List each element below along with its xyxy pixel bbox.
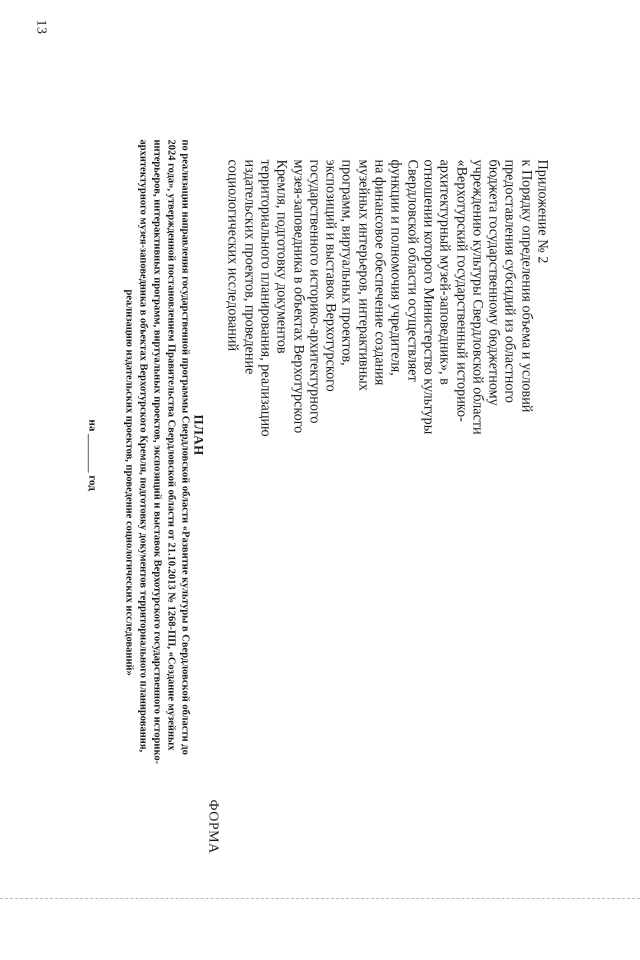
- appendix-line: Свердловской области осуществляет: [404, 160, 420, 960]
- page-number: 13: [33, 20, 49, 35]
- form-label: ФОРМА: [205, 800, 221, 854]
- appendix-line: социологических исследований: [225, 160, 241, 960]
- appendix-line: издательских проектов, проведение: [241, 160, 257, 960]
- plan-line: архитектурного музея-заповедника в объектах Верхотурского Кремля, подготовку документов территориального планирования,: [136, 140, 148, 753]
- appendix-line: функции и полномочия учредителя,: [388, 160, 404, 960]
- appendix-line: на финансовое обеспечение создания: [371, 160, 387, 960]
- appendix-line: предоставления субсидий из областного: [502, 160, 518, 960]
- appendix-line: программ, виртуальных проектов,: [339, 160, 355, 960]
- rotated-content: [1, 0, 640, 905]
- appendix-line: архитектурный музей-заповедник», в: [436, 160, 452, 960]
- plan-line: интерьеров, интерактивных программ, виртуальных проектов, экспозиций и выставок Верхотурского государственного историко-: [150, 140, 162, 765]
- appendix-line: территориального планирования, реализацию: [257, 160, 273, 960]
- appendix-line: музейных интерьеров, интерактивных: [355, 160, 371, 960]
- appendix-block: [225, 160, 551, 960]
- appendix-line: к Порядку определения объема и условий: [518, 160, 534, 960]
- scan-edge: [0, 898, 640, 901]
- appendix-line: отношении которого Министерство культуры: [420, 160, 436, 960]
- plan-year-line: на _______ год: [87, 420, 99, 491]
- plan-line: реализацию издательских проектов, проведение социологических исследований»: [122, 290, 134, 676]
- appendix-line: бюджета государственному бюджетному: [485, 160, 501, 960]
- appendix-line: Приложение № 2: [534, 160, 550, 960]
- appendix-line: экспозиций и выставок Верхотурского: [322, 160, 338, 960]
- appendix-line: музея-заповедника в объектах Верхотурского: [290, 160, 306, 960]
- plan-line: по реализации направления государственной программы Свердловской области «Развитие культуры в Свердловской области до: [178, 140, 190, 755]
- appendix-line: государственного историко-архитектурного: [306, 160, 322, 960]
- appendix-line: «Верхотурский государственный историко-: [453, 160, 469, 960]
- appendix-line: Кремля, подготовку документов: [273, 160, 289, 960]
- appendix-line: учреждению культуры Свердловской области: [469, 160, 485, 960]
- plan-title: ПЛАН: [191, 415, 207, 456]
- plan-line: 2024 года», утвержденной постановлением Правительства Свердловской области от 21.10.2013 № 1268-ПП, «Создание музейных: [164, 140, 176, 751]
